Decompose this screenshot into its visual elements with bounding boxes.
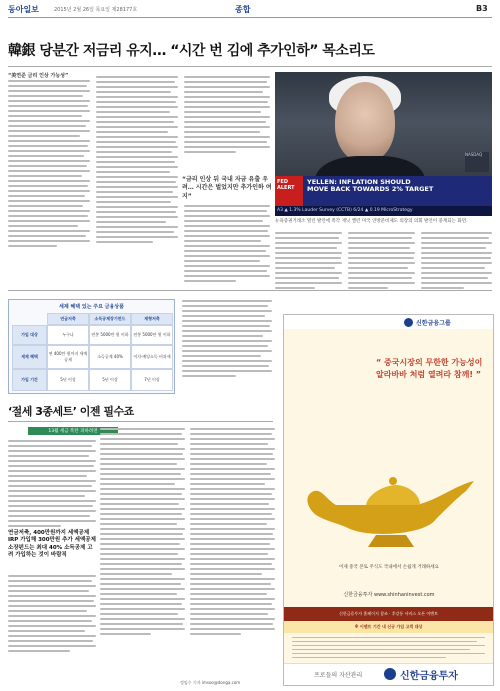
magic-lamp-icon bbox=[296, 455, 481, 555]
info-table-title: 세제 혜택 있는 주요 금융상품 bbox=[59, 304, 124, 310]
table-cell: 이자·배당소득 비과세 bbox=[131, 345, 173, 369]
article-column-2 bbox=[96, 76, 178, 243]
table-cell: 연봉 5000만 원 이하 bbox=[131, 325, 173, 345]
table-cell: 7년 이상 bbox=[131, 369, 173, 391]
table-row-label: 가입 기간 bbox=[12, 369, 47, 391]
tv-headline-line-2: MOVE BACK TOWARDS 2% TARGET bbox=[307, 185, 434, 194]
article-kicker: “美연준 금리 인상 가능성” bbox=[8, 73, 69, 79]
article-column-3-lower bbox=[184, 205, 270, 282]
tv-headline-line-1: YELLEN: INFLATION SHOULD bbox=[307, 178, 411, 186]
advertisement[interactable] bbox=[283, 314, 494, 686]
ad-tagline: 프로들의 자산관리 bbox=[314, 672, 363, 679]
sub-article-subhead: 연금저축, 400만원까지 세액공제 IRP 가입해 300만원 추가 세액공제 소장펀드는 최대 40% 소득공제 고려 가입하는 것이 바람직 bbox=[8, 530, 96, 559]
tv-headline bbox=[307, 179, 433, 194]
table-header-cell: 연금저축 bbox=[47, 313, 89, 325]
tv-bottom-ticker-text: A3 ▲ 1.3% Lauder Survey (CCTB) 6/24 ▲ 0.19 MicroStrategy bbox=[277, 208, 413, 213]
shinhan-logo-icon bbox=[384, 668, 396, 680]
ad-fine-print bbox=[292, 637, 485, 658]
article-column-3 bbox=[184, 76, 270, 153]
photo-subject-face bbox=[335, 82, 395, 162]
ad-footer-brand: 신한금융투자 bbox=[400, 671, 458, 682]
sub-headline-divider bbox=[8, 421, 273, 422]
table-cell: 5년 이상 bbox=[47, 369, 89, 391]
article-column-4 bbox=[275, 232, 342, 289]
article-column-7 bbox=[182, 300, 272, 377]
ad-url[interactable]: 신한금융투자 www.shinhaninvest.com bbox=[343, 592, 435, 598]
photo-corner-label: NASDAQ bbox=[465, 152, 489, 172]
reporter-byline: 정임수 기자 imsoo@donga.com bbox=[180, 680, 241, 685]
ad-event-bar-2: ※ 이벤트 기간 내 신규 가입 고객 대상 bbox=[284, 621, 493, 633]
ad-body-text: 이제 중국 본토 주식도 국내에서 손쉽게 거래하세요 bbox=[339, 565, 439, 570]
table-cell: 5년 이상 bbox=[89, 369, 131, 391]
publication-date: 2015년 2월 26일 목요일 제28177호 bbox=[54, 7, 138, 13]
sub-article-column-1-lower bbox=[8, 575, 96, 652]
ad-brand: 신한금융그룹 bbox=[416, 320, 451, 327]
table-row-label: 가입 대상 bbox=[12, 325, 47, 345]
table-header-cell: 재형저축 bbox=[131, 313, 173, 325]
table-cell: 소득공제 40% bbox=[89, 345, 131, 369]
article-column-1 bbox=[8, 80, 90, 247]
table-cell: 연봉 5000만 원 이하 bbox=[89, 325, 131, 345]
ad-header bbox=[284, 315, 493, 329]
table-row-label: 세제 혜택 bbox=[12, 345, 47, 369]
tv-alert-text bbox=[277, 180, 295, 191]
ad-event-bar: 신한금융투자 홈페이지 참조 · 후강퉁 서비스 오픈 이벤트 bbox=[284, 607, 493, 621]
section-name: 종합 bbox=[235, 5, 251, 14]
header-divider bbox=[8, 17, 492, 18]
table-header-cell: 소득공제장기펀드 bbox=[89, 313, 131, 325]
table-cell: 누구나 bbox=[47, 325, 89, 345]
ad-footer bbox=[284, 663, 493, 686]
newspaper-logo: 동아일보 bbox=[8, 5, 39, 14]
info-table-box bbox=[8, 299, 175, 394]
news-photo bbox=[275, 72, 492, 216]
tv-alert-top: FED bbox=[277, 179, 288, 185]
shinhan-logo-icon bbox=[404, 318, 413, 327]
sub-article-column-1 bbox=[8, 440, 96, 527]
ad-headline: “ 중국시장의 무한한 가능성이 알라바바 처럼 열려라 참깨! ” bbox=[376, 358, 483, 379]
sub-article-column-2 bbox=[100, 428, 185, 635]
section-divider bbox=[8, 290, 492, 291]
tv-alert-bottom: ALERT bbox=[277, 184, 295, 191]
page-number: B3 bbox=[476, 4, 488, 13]
main-headline: 韓銀 당분간 저금리 유지… “시간 번 김에 추가인하” 목소리도 bbox=[8, 43, 375, 59]
topic-tag: 13월 세금 폭탄 피하려면 bbox=[28, 427, 118, 435]
table-cell: 연 400만 원까지 세액공제 bbox=[47, 345, 89, 369]
sub-article-column-3 bbox=[190, 428, 275, 635]
photo-caption: 뉴욕증권거래소 열린 발언에 촉각 재닛 옐런 미국 연방준비제도 의장의 의회 발언이 중계되는 화면. bbox=[275, 219, 468, 224]
headline-divider bbox=[8, 66, 492, 67]
article-column-6 bbox=[421, 232, 492, 289]
sub-headline: ‘절세 3종세트’ 이젠 필수죠 bbox=[8, 405, 134, 418]
article-column-5 bbox=[348, 232, 415, 289]
pull-quote: “금리 인상 뒤 국내 자금 유출 우려… 시간은 벌었지만 추가인하 여지” bbox=[182, 176, 272, 200]
